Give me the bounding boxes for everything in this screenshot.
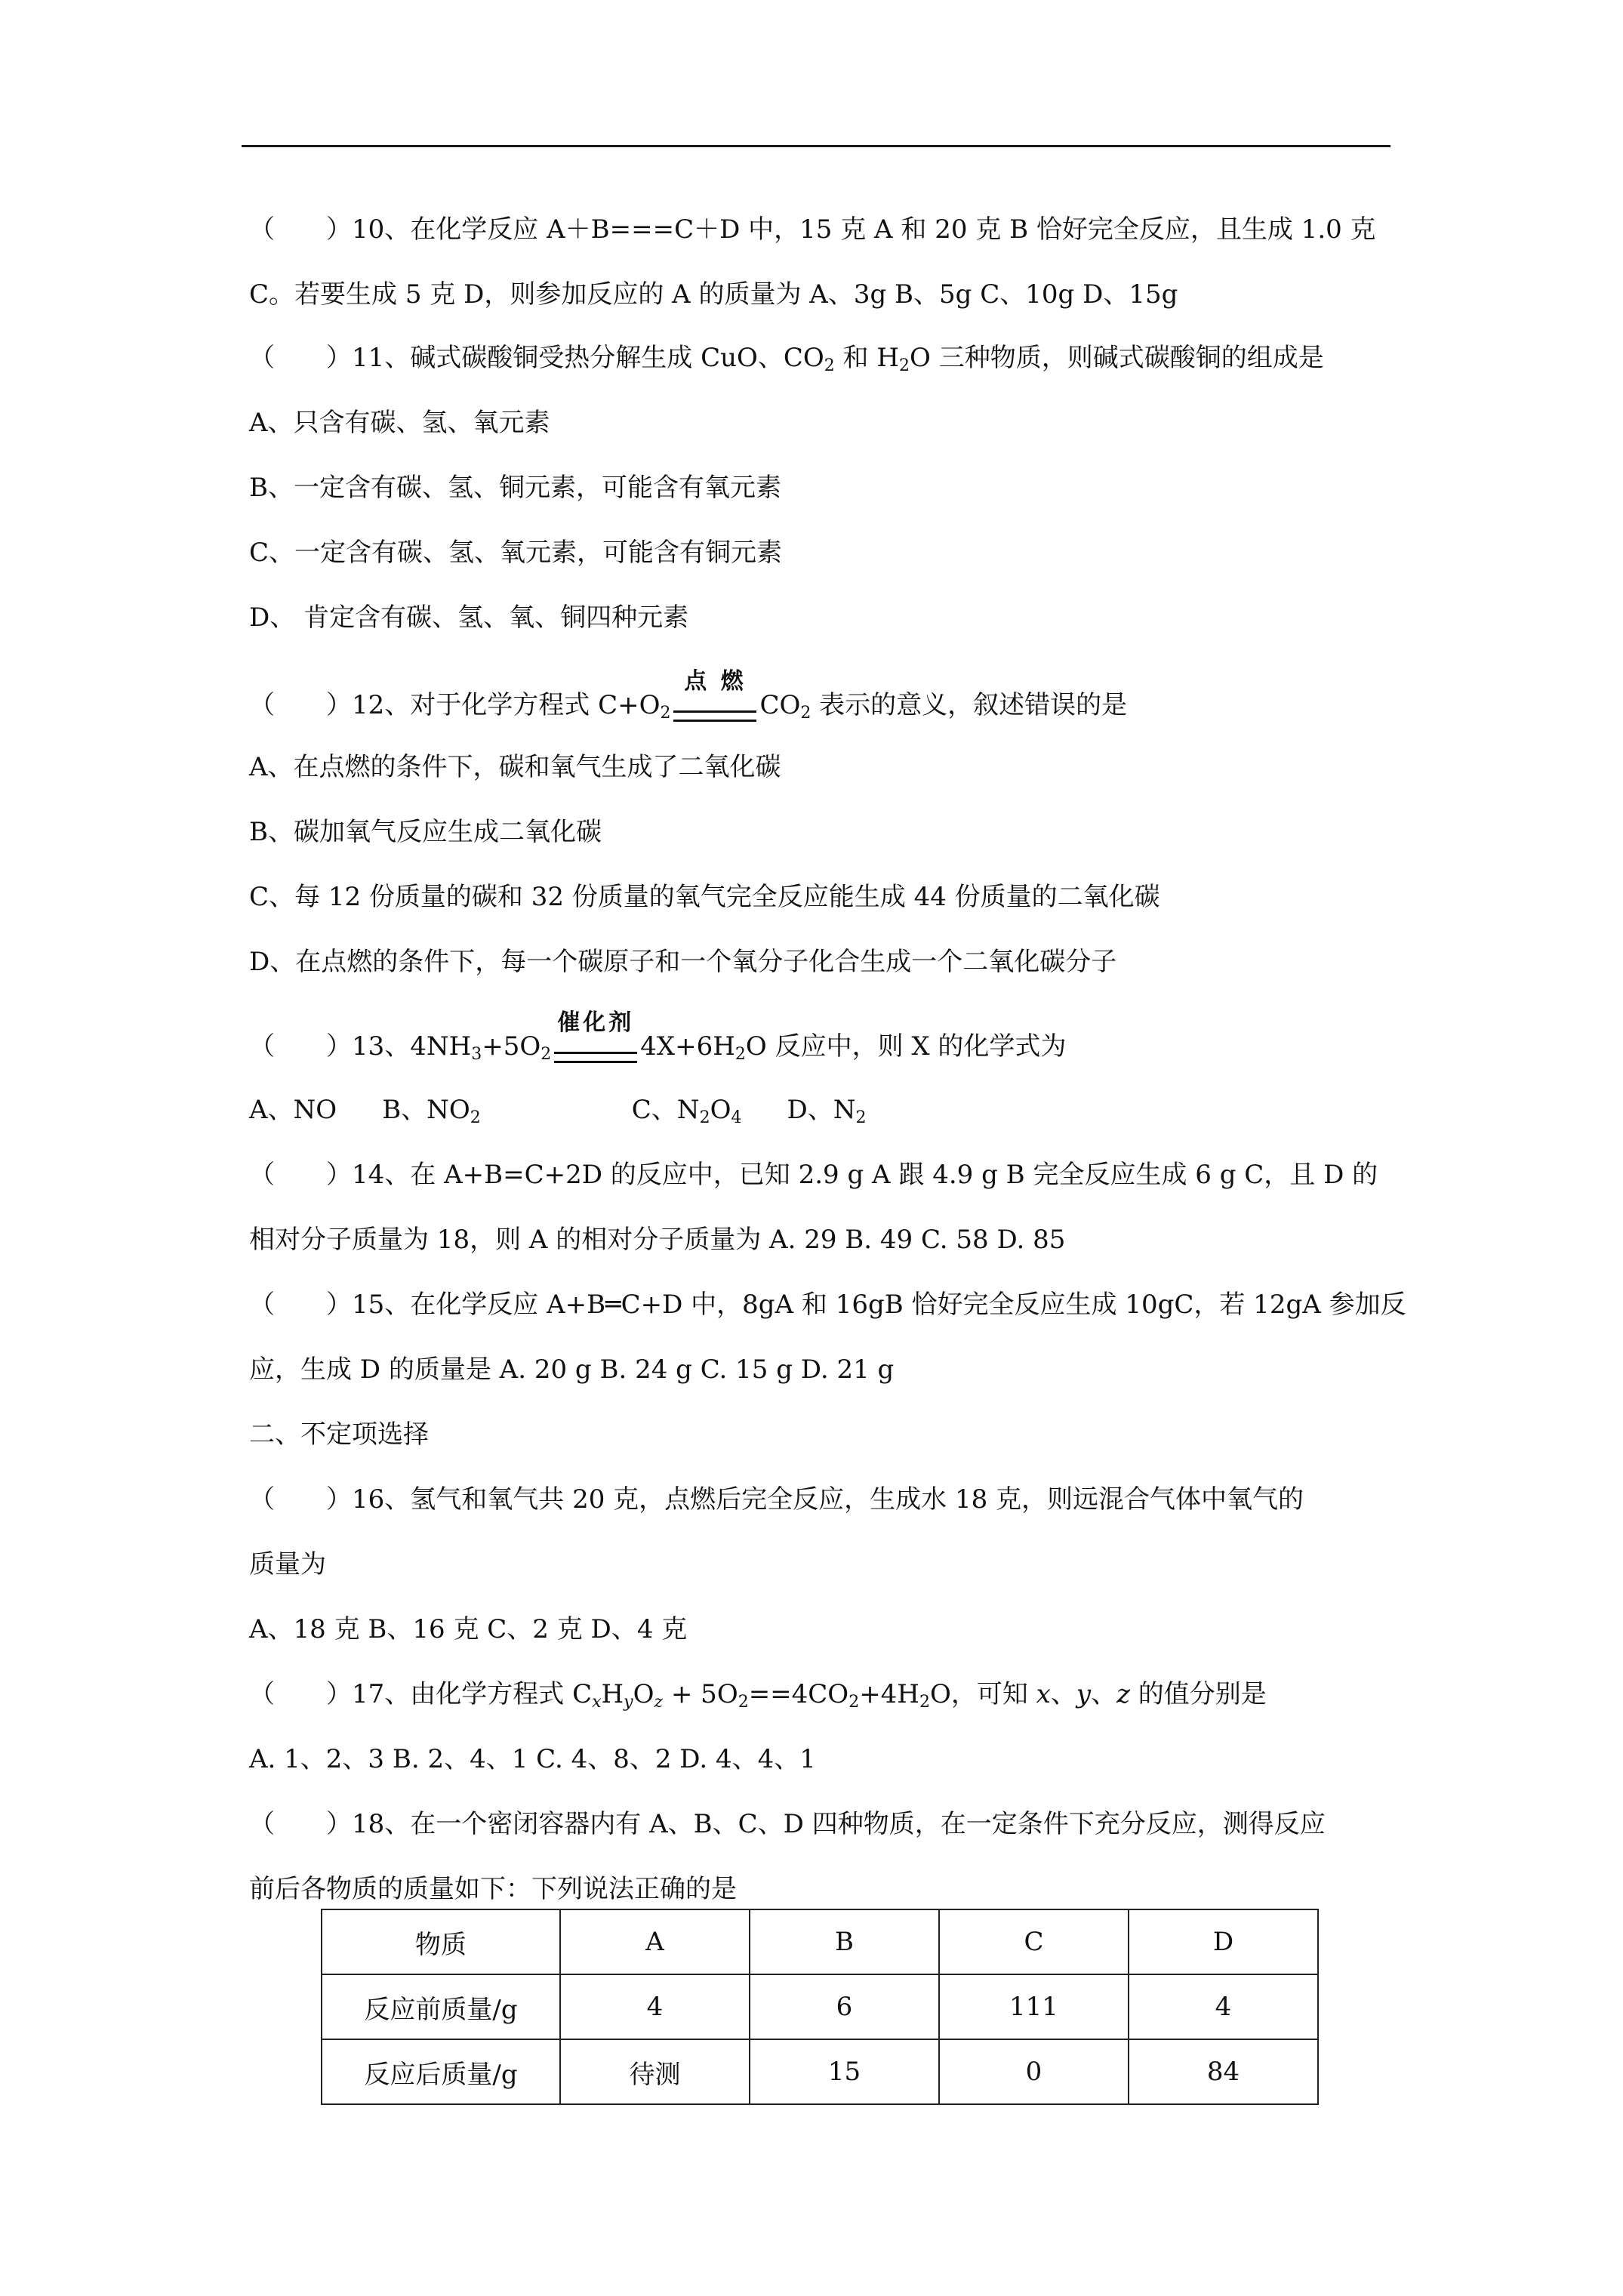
q11-stem: （ ）11、碱式碳酸铜受热分解生成 CuO、$CO_2$ 和 $H_2O$ 三种物质，则碱式碳酸铜的组成是	[249, 343, 1324, 375]
table-row	[322, 1974, 1318, 2039]
table-cell: 84	[1129, 2039, 1318, 2104]
q11-option-d: D、 肯定含有碳、氢、氧、铜四种元素	[249, 603, 689, 633]
q15-line1: （ ）15、在化学反应 A+B═C+D 中，8gA 和 16gB 恰好完全反应生成 10gC，若 12gA 参加反	[249, 1290, 1406, 1320]
q10-line1: （ ）10、在化学反应 A＋B===C＋D 中，15 克 A 和 20 克 B 恰好完全反应，且生成 1.0 克	[249, 214, 1376, 245]
reaction-condition-ignite: 点 燃	[673, 695, 756, 732]
q14-line2: 相对分子质量为 18，则 A 的相对分子质量为 A. 29 B. 49 C. 58 D. 85	[249, 1225, 1066, 1255]
q17-options: A. 1、2、3 B. 2、4、1 C. 4、8、2 D. 4、4、1	[249, 1744, 816, 1774]
table-row	[322, 2039, 1318, 2104]
q11-option-a: A、只含有碳、氢、氧元素	[249, 408, 550, 438]
table-header-row	[322, 1909, 1318, 1974]
mass-table	[321, 1909, 1319, 2105]
table-cell: C	[939, 1909, 1129, 1974]
q11-option-b: B、一定含有碳、氢、铜元素，可能含有氧元素	[249, 473, 781, 503]
reaction-condition-catalyst: 催化剂	[554, 1037, 637, 1073]
table-cell: 反应前质量/g	[322, 1974, 560, 2039]
q12-option-b: B、碳加氧气反应生成二氧化碳	[249, 817, 602, 847]
table-cell: B	[750, 1909, 939, 1974]
q13-stem: （ ）13、$4NH_3+5O_2$ 催化剂 $4X+6H_2O$ 反应中，则 X 的化学式为	[249, 1028, 1066, 1073]
table-cell: 物质	[322, 1909, 560, 1974]
table-cell: 4	[560, 1974, 750, 2039]
q14-line1: （ ）14、在 A+B=C+2D 的反应中，已知 2.9 g A 跟 4.9 g B 完全反应生成 6 g C，且 D 的	[249, 1160, 1378, 1190]
q12-option-d: D、在点燃的条件下，每一个碳原子和一个氧分子化合生成一个二氧化碳分子	[249, 947, 1117, 977]
table-cell: D	[1129, 1909, 1318, 1974]
table-cell: 4	[1129, 1974, 1318, 2039]
q12-option-a: A、在点燃的条件下，碳和氧气生成了二氧化碳	[249, 752, 781, 782]
table-cell: 0	[939, 2039, 1129, 2104]
table-cell: 待测	[560, 2039, 750, 2104]
q17-stem: （ ）17、由化学方程式 $C_xH_yO_z + 5O_2==4CO_2+4H_2O$，可知 x、y、z 的值分别是	[249, 1679, 1267, 1712]
q13-options: A、NO B、$NO_2$ C、$N_2O_4$ D、$N_2$	[249, 1095, 867, 1127]
q12-option-c: C、每 12 份质量的碳和 32 份质量的氧气完全反应能生成 44 份质量的二氧化碳	[249, 882, 1160, 912]
q12-stem: （ ）12、对于化学方程式 $C+O_2$ 点 燃 $CO_2$ 表示的意义，叙述错误的是	[249, 687, 1127, 732]
q15-line2: 应，生成 D 的质量是 A. 20 g B. 24 g C. 15 g D. 21 g	[249, 1354, 895, 1385]
section-heading: 二、不定项选择	[249, 1419, 429, 1450]
q16-line2: 质量为	[249, 1549, 326, 1579]
table-cell: 111	[939, 1974, 1129, 2039]
table-cell: 反应后质量/g	[322, 2039, 560, 2104]
header-rule	[242, 145, 1390, 147]
q16-line1: （ ）16、氢气和氧气共 20 克，点燃后完全反应，生成水 18 克，则远混合气体中氧气的	[249, 1484, 1304, 1515]
table-cell: A	[560, 1909, 750, 1974]
table-cell: 6	[750, 1974, 939, 2039]
table-cell: 15	[750, 2039, 939, 2104]
q16-options: A、18 克 B、16 克 C、2 克 D、4 克	[249, 1614, 688, 1644]
q18-line1: （ ）18、在一个密闭容器内有 A、B、C、D 四种物质，在一定条件下充分反应，测得反应	[249, 1809, 1326, 1839]
q11-option-c: C、一定含有碳、氢、氧元素，可能含有铜元素	[249, 538, 783, 568]
q10-line2: C。若要生成 5 克 D，则参加反应的 A 的质量为 A、3g B、5g C、10g D、15g	[249, 279, 1178, 310]
q18-line2: 前后各物质的质量如下：下列说法正确的是	[249, 1874, 737, 1904]
